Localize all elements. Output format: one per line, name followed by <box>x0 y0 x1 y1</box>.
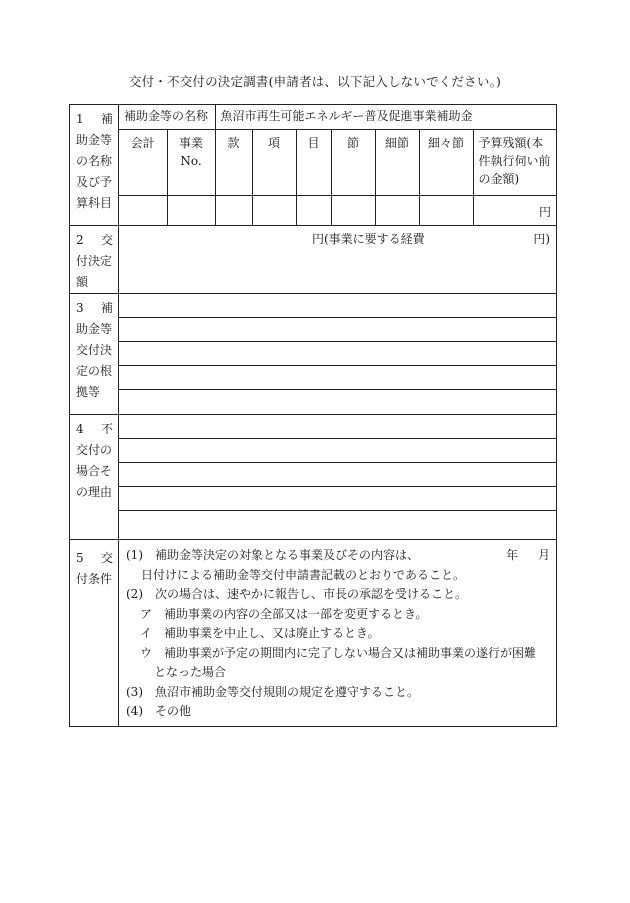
yen-unit: 円 <box>538 204 551 219</box>
writing-line[interactable] <box>119 415 556 439</box>
column-header: 会計 <box>119 129 167 195</box>
budget-value-cell[interactable] <box>167 195 215 225</box>
conditions-cell <box>119 540 557 727</box>
section3-label-line: 定の根 <box>76 364 113 378</box>
section3-label-line: 助金等 <box>76 322 113 336</box>
column-header: 細節 <box>375 129 419 195</box>
section1-label-line: の名称 <box>76 154 113 168</box>
condition-1-month: 月 <box>537 548 550 562</box>
writing-line[interactable] <box>119 511 556 539</box>
budget-value-cell[interactable] <box>252 195 296 225</box>
writing-line[interactable] <box>119 463 556 487</box>
condition-1-text: (1) 補助金等決定の対象となる事業及びその内容は、 <box>126 548 420 562</box>
column-header: 事業No. <box>167 129 215 195</box>
section1-label-line: 及び予 <box>76 175 113 189</box>
condition-4-text: (4) その他 <box>126 704 191 718</box>
basis-lines-cell[interactable] <box>119 294 557 415</box>
section4-label-first: 不 <box>100 422 113 436</box>
amount-end-text: 円) <box>533 232 550 246</box>
condition-3-text: (3) 魚沼市補助金等交付規則の規定を遵守すること。 <box>126 684 420 699</box>
section2-label-first: 交 <box>100 233 113 247</box>
section2-label-cell <box>70 226 119 294</box>
condition-2c-continued: となった場合 <box>154 665 227 679</box>
section4-label-cell <box>70 415 119 540</box>
writing-line[interactable] <box>119 366 556 390</box>
section5-label-cell <box>70 540 119 727</box>
section3-label-line: 交付決 <box>76 343 113 357</box>
form-title: 交付・不交付の決定調書(申請者は、以下記入しないでください。) <box>128 74 502 89</box>
column-header: 目 <box>296 129 331 195</box>
column-header: 款 <box>215 129 252 195</box>
writing-line[interactable] <box>119 487 556 511</box>
subsidy-name-value: 魚沼市再生可能エネルギー普及促進事業補助金 <box>215 105 556 129</box>
subsidy-name-label: 補助金等の名称 <box>119 105 215 129</box>
section1-content-cell <box>119 105 557 226</box>
budget-value-cell[interactable] <box>419 195 473 225</box>
section2-number: 2 <box>76 233 84 247</box>
condition-2b-text: イ 補助事業を中止し、又は廃止するとき。 <box>140 626 380 640</box>
section2-label-line: 額 <box>76 275 89 289</box>
section1-label-first: 補 <box>100 112 113 126</box>
section3-label-cell <box>70 294 119 415</box>
section5-label-first: 交 <box>100 551 113 565</box>
section4-label-line: 交付の <box>76 443 113 457</box>
condition-1-continued: 日付けによる補助金等交付申請書記載のとおりであること。 <box>141 567 466 582</box>
reason-lines-cell[interactable] <box>119 415 557 540</box>
column-header: 節 <box>331 129 375 195</box>
section3-label-first: 補 <box>100 301 113 315</box>
budget-value-cell[interactable] <box>296 195 331 225</box>
writing-line[interactable] <box>119 294 556 318</box>
budget-value-cell[interactable] <box>119 195 167 225</box>
section3-number: 3 <box>76 301 84 315</box>
section1-label-cell <box>70 105 119 226</box>
budget-value-cell[interactable] <box>331 195 375 225</box>
decision-amount-cell[interactable] <box>119 226 557 294</box>
section1-label-line: 算科目 <box>76 196 113 210</box>
section5-label-line: 付条件 <box>76 572 113 586</box>
section2-label-line: 付決定 <box>76 254 113 268</box>
writing-line[interactable] <box>119 390 556 414</box>
writing-line[interactable] <box>119 342 556 366</box>
section4-number: 4 <box>76 422 84 436</box>
amount-yen-text: 円(事業に要する経費 <box>312 232 425 246</box>
column-header: 項 <box>252 129 296 195</box>
condition-2c-text: ウ 補助事業が予定の期間内に完了しない場合又は補助事業の遂行が困難 <box>140 645 537 660</box>
section3-label-line: 拠等 <box>76 385 101 399</box>
writing-line[interactable] <box>119 439 556 463</box>
budget-subtable <box>119 105 556 225</box>
condition-2a-text: ア 補助事業の内容の全部又は一部を変更するとき。 <box>140 606 428 621</box>
section4-label-line: の理由 <box>76 485 113 499</box>
column-header: 細々節 <box>419 129 473 195</box>
column-header: 予算残額(本件執行伺い前の金額) <box>473 129 556 195</box>
remaining-budget-cell[interactable] <box>473 195 556 225</box>
section1-number: 1 <box>76 112 84 126</box>
writing-line[interactable] <box>119 318 556 342</box>
decision-form-table <box>69 104 557 727</box>
section5-number: 5 <box>76 551 84 565</box>
budget-value-cell[interactable] <box>215 195 252 225</box>
section4-label-line: 場合そ <box>76 464 113 478</box>
condition-1-year: 年 <box>506 548 519 562</box>
condition-2-text: (2) 次の場合は、速やかに報告し、市長の承認を受けること。 <box>126 587 468 601</box>
budget-value-cell[interactable] <box>375 195 419 225</box>
section1-label-line: 助金等 <box>76 133 113 147</box>
